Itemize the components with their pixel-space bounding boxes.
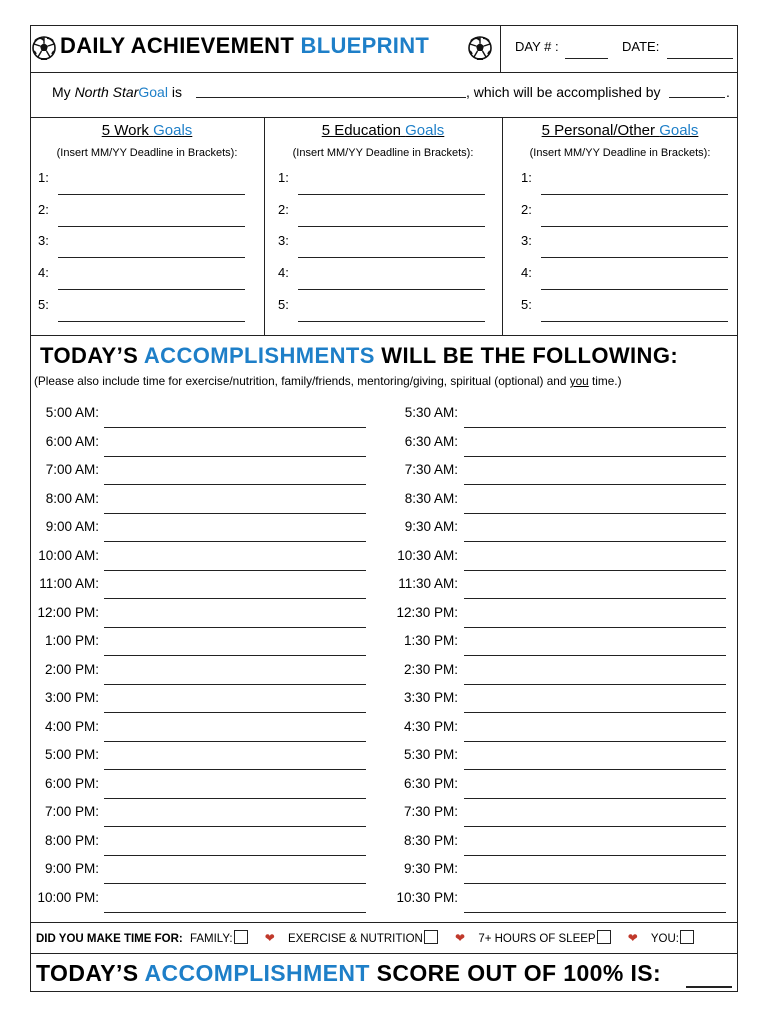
time-slot-label: 8:30 PM:	[403, 832, 458, 848]
time-slot-label: 9:00 AM:	[45, 519, 99, 534]
family-checkbox[interactable]	[234, 930, 248, 944]
you-checkbox[interactable]	[680, 930, 694, 944]
time-slot-entry[interactable]	[104, 627, 366, 628]
exercise-checkbox[interactable]	[424, 930, 438, 944]
goal-heading-highlight: Goals	[405, 122, 445, 139]
time-slot-entry[interactable]	[104, 826, 366, 827]
goal-entry-field[interactable]	[541, 226, 728, 227]
goal-entry-field[interactable]	[298, 226, 485, 227]
time-slot-entry[interactable]	[104, 484, 366, 485]
time-slot-label: 10:00 AM:	[38, 547, 99, 563]
divider	[30, 117, 738, 118]
goal-number: 5:	[38, 297, 49, 312]
goal-number: 1:	[278, 170, 289, 185]
goal-number: 1:	[38, 170, 49, 185]
time-slot-entry[interactable]	[104, 684, 366, 685]
goal-column-subtitle: (Insert MM/YY Deadline in Brackets):	[529, 147, 711, 159]
heart-icon: ❤	[455, 931, 466, 945]
time-slot-label: 11:00 AM:	[39, 576, 99, 591]
goal-heading-text: 5 Education	[321, 122, 401, 139]
time-slot-entry[interactable]	[464, 456, 726, 457]
time-slot-label: 11:30 AM:	[398, 576, 458, 591]
goal-entry-field[interactable]	[58, 226, 245, 227]
time-slot-entry[interactable]	[104, 798, 366, 799]
time-slot-entry[interactable]	[104, 912, 366, 913]
goal-number: 1:	[521, 170, 532, 185]
checklist-label: DID YOU MAKE TIME FOR:	[36, 933, 183, 945]
time-slot-label: 10:00 PM:	[37, 889, 99, 905]
goal-entry-field[interactable]	[298, 194, 485, 195]
time-slot-entry[interactable]	[104, 741, 366, 742]
goal-heading-highlight: Goals	[659, 122, 699, 139]
time-slot-entry[interactable]	[464, 427, 726, 428]
time-slot-entry[interactable]	[104, 883, 366, 884]
goal-entry-field[interactable]	[58, 289, 245, 290]
checklist-exercise-label: EXERCISE & NUTRITION	[288, 933, 423, 945]
time-slot-label: 8:00 AM:	[45, 490, 99, 506]
divider	[30, 72, 738, 73]
goal-number: 3:	[38, 233, 49, 248]
goal-number: 2:	[38, 202, 49, 217]
time-slot-entry[interactable]	[464, 684, 726, 685]
goal-number: 5:	[521, 297, 532, 312]
time-slot-label: 5:00 PM:	[44, 747, 99, 762]
goal-number: 5:	[278, 297, 289, 312]
divider	[30, 335, 738, 336]
north-star-line	[52, 84, 182, 100]
time-slot-label: 8:30 AM:	[404, 490, 458, 506]
score-text: TODAY’S	[36, 960, 139, 986]
time-slot-entry[interactable]	[104, 570, 366, 571]
goal-column-subtitle: (Insert MM/YY Deadline in Brackets):	[292, 147, 474, 159]
note-text: time.)	[592, 374, 622, 388]
heading-text: WILL BE THE FOLLOWING:	[381, 343, 679, 368]
time-slot-entry[interactable]	[104, 427, 366, 428]
time-slot-label: 10:30 PM:	[396, 889, 458, 905]
time-slot-label: 6:00 AM:	[45, 433, 99, 449]
goal-entry-field[interactable]	[58, 257, 245, 258]
north-star-deadline-field[interactable]	[669, 97, 725, 98]
time-slot-entry[interactable]	[464, 655, 726, 656]
time-slot-entry[interactable]	[104, 541, 366, 542]
goal-number: 4:	[521, 265, 532, 280]
goal-entry-field[interactable]	[541, 194, 728, 195]
time-slot-entry[interactable]	[104, 456, 366, 457]
time-slot-label: 9:00 PM:	[44, 861, 99, 876]
divider	[30, 953, 738, 954]
checklist-family-label: FAMILY:	[189, 933, 233, 945]
time-slot-label: 4:00 PM:	[44, 718, 99, 734]
time-slot-entry[interactable]	[104, 598, 366, 599]
soccer-ball-icon	[32, 36, 56, 65]
time-slot-label: 5:30 PM:	[403, 747, 458, 762]
north-star-end: .	[726, 84, 730, 100]
date-field[interactable]	[667, 58, 733, 59]
checklist	[36, 930, 694, 945]
time-slot-entry[interactable]	[464, 627, 726, 628]
goal-number: 2:	[278, 202, 289, 217]
time-slot-entry[interactable]	[464, 855, 726, 856]
goal-entry-field[interactable]	[298, 321, 485, 322]
checklist-sleep-label: 7+ HOURS OF SLEEP	[478, 933, 596, 945]
time-slot-label: 9:30 PM:	[403, 861, 458, 876]
title-highlight: BLUEPRINT	[300, 33, 430, 58]
time-slot-entry[interactable]	[464, 883, 726, 884]
goal-column-subtitle: (Insert MM/YY Deadline in Brackets):	[56, 147, 238, 159]
time-slot-entry[interactable]	[464, 769, 726, 770]
north-star-italic: North Star	[74, 84, 139, 100]
date-label: DATE:	[622, 39, 660, 54]
north-star-by: , which will be accomplished by	[466, 84, 661, 100]
time-slot-label: 4:30 PM:	[403, 718, 458, 734]
time-slot-label: 6:00 PM:	[44, 775, 99, 791]
time-slot-label: 7:30 AM:	[404, 462, 458, 477]
score-field[interactable]	[686, 986, 732, 988]
goal-entry-field[interactable]	[298, 289, 485, 290]
goal-heading-text: 5 Work	[101, 122, 149, 139]
time-slot-label: 9:30 AM:	[404, 519, 458, 534]
goal-number: 4:	[278, 265, 289, 280]
time-slot-label: 12:30 PM:	[396, 604, 458, 620]
checklist-you-label: YOU:	[650, 933, 679, 945]
goal-number: 3:	[278, 233, 289, 248]
time-slot-entry[interactable]	[104, 513, 366, 514]
heading-highlight: ACCOMPLISHMENTS	[143, 343, 375, 368]
goal-heading-highlight: Goals	[153, 122, 193, 139]
time-slot-label: 1:30 PM:	[403, 633, 458, 648]
heart-icon: ❤	[627, 931, 638, 945]
time-slot-entry[interactable]	[464, 741, 726, 742]
page-frame	[30, 25, 738, 992]
time-slot-label: 3:00 PM:	[44, 690, 99, 705]
time-slot-label: 5:30 AM:	[404, 405, 458, 420]
time-slot-entry[interactable]	[464, 541, 726, 542]
goal-entry-field[interactable]	[541, 289, 728, 290]
heading-text: TODAY’S	[40, 343, 139, 368]
time-slot-entry[interactable]	[464, 912, 726, 913]
goal-entry-field[interactable]	[541, 257, 728, 258]
goal-entry-field[interactable]	[541, 321, 728, 322]
north-star-is: is	[171, 84, 182, 100]
note-you: you	[569, 374, 589, 388]
score-line	[36, 960, 661, 987]
goal-heading-text: 5 Personal/Other	[541, 122, 656, 139]
time-slot-entry[interactable]	[464, 598, 726, 599]
score-text: SCORE OUT OF 100% IS:	[376, 960, 662, 986]
time-slot-label: 6:30 AM:	[404, 433, 458, 449]
day-label: DAY # :	[515, 39, 559, 54]
time-slot-entry[interactable]	[464, 484, 726, 485]
time-slot-label: 1:00 PM:	[44, 633, 99, 648]
soccer-ball-icon	[468, 36, 492, 65]
goal-column-heading	[264, 122, 502, 139]
goal-entry-field[interactable]	[58, 321, 245, 322]
title-text: DAILY ACHIEVEMENT	[60, 33, 295, 58]
north-star-my: My	[52, 84, 71, 100]
heart-icon: ❤	[264, 931, 275, 945]
goal-number: 3:	[521, 233, 532, 248]
accomplishments-heading	[40, 343, 678, 369]
divider	[30, 922, 738, 923]
time-slot-label: 6:30 PM:	[403, 775, 458, 791]
goal-column-heading	[30, 122, 264, 139]
time-slot-label: 5:00 AM:	[45, 405, 99, 420]
north-star-goal: Goal	[138, 84, 168, 100]
time-slot-entry[interactable]	[104, 855, 366, 856]
goal-entry-field[interactable]	[298, 257, 485, 258]
time-slot-entry[interactable]	[464, 513, 726, 514]
time-slot-entry[interactable]	[464, 570, 726, 571]
time-slot-entry[interactable]	[104, 712, 366, 713]
accomplishments-note	[34, 374, 622, 388]
page-title	[60, 33, 429, 59]
time-slot-entry[interactable]	[464, 798, 726, 799]
time-slot-label: 3:30 PM:	[403, 690, 458, 705]
goal-entry-field[interactable]	[58, 194, 245, 195]
time-slot-label: 12:00 PM:	[37, 604, 99, 620]
time-slot-label: 10:30 AM:	[397, 547, 458, 563]
time-slot-label: 7:00 PM:	[44, 804, 99, 819]
sleep-checkbox[interactable]	[597, 930, 611, 944]
time-slot-label: 2:00 PM:	[44, 661, 99, 677]
goal-number: 4:	[38, 265, 49, 280]
day-field[interactable]	[565, 58, 608, 59]
score-highlight: ACCOMPLISHMENT	[144, 960, 370, 986]
time-slot-label: 7:00 AM:	[45, 462, 99, 477]
time-slot-label: 7:30 PM:	[403, 804, 458, 819]
time-slot-entry[interactable]	[464, 712, 726, 713]
divider	[500, 25, 501, 72]
time-slot-label: 8:00 PM:	[44, 832, 99, 848]
goal-number: 2:	[521, 202, 532, 217]
goal-column-heading	[502, 122, 738, 139]
note-text: (Please also include time for exercise/nutrition, family/friends, mentoring/giving, spiritual (optional) and	[34, 374, 567, 388]
north-star-goal-field[interactable]	[196, 97, 466, 98]
time-slot-label: 2:30 PM:	[403, 661, 458, 677]
time-slot-entry[interactable]	[104, 655, 366, 656]
time-slot-entry[interactable]	[464, 826, 726, 827]
time-slot-entry[interactable]	[104, 769, 366, 770]
